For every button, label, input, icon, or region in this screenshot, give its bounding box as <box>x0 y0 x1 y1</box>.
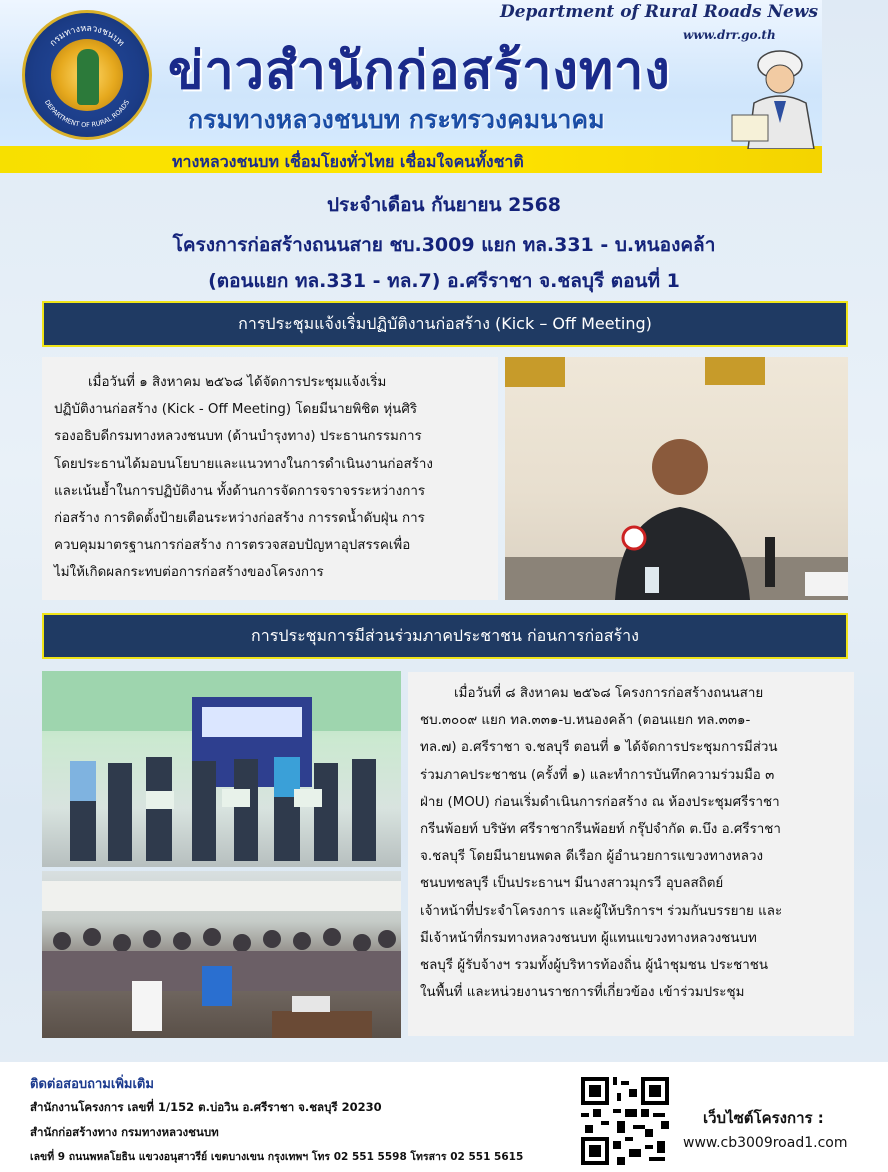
text-line: ควบคุมมาตรฐานการก่อสร้าง การตรวจสอบปัญหาอุปสรรคเพื่อ <box>54 538 411 554</box>
text-line: เมื่อวันที่ ๘ สิงหาคม ๒๕๖๘ โครงการก่อสร้างถนนสาย <box>420 686 764 701</box>
text-line: มีเจ้าหน้าที่กรมทางหลวงชนบท ผู้แทนแขวงทางหลวงชนบท <box>420 930 757 946</box>
kickoff-meeting-photo <box>505 357 848 600</box>
text-line: ไม่ให้เกิดผลกระทบต่อการก่อสร้างของโครงการ <box>54 565 324 581</box>
kickoff-meeting-heading: การประชุมแจ้งเริ่มปฏิบัติงานก่อสร้าง (Kick – Off Meeting) <box>42 301 848 347</box>
text-line: ฝ่าย (MOU) ก่อนเริ่มดำเนินการก่อสร้าง ณ ห้องประชุมศรีราชา <box>420 794 780 810</box>
text-line: ก่อสร้าง การติดตั้งป้ายเตือนระหว่างก่อสร้าง การรดน้ำดับฝุ่น การ <box>54 511 425 527</box>
qr-code-icon[interactable] <box>581 1077 669 1165</box>
text-line: ในพื้นที่ และหน่วยงานราชการที่เกี่ยวข้อง เข้าร่วมประชุม <box>420 985 745 1001</box>
text-line: ร่วมภาคประชาชน (ครั้งที่ ๑) และทำการบันทึกความร่วมมือ ๓ <box>420 767 775 783</box>
newsletter-subtitle: กรมทางหลวงชนบท กระทรวงคมนาคม <box>188 105 605 134</box>
department-website: www.drr.go.th <box>683 28 776 42</box>
text-line: ชบ.๓๐๐๙ แยก ทล.๓๓๑-บ.หนองคล้า (ตอนแยก ทล.๓๓๑- <box>420 713 751 729</box>
kickoff-meeting-text <box>42 357 498 600</box>
text-line: กรีนพ้อยท์ บริษัท ศรีราชากรีนพ้อยท์ กรุ๊ปจำกัด ต.บึง อ.ศรีราชา <box>420 822 781 838</box>
text-line: ชนบทชลบุรี เป็นประธานฯ มีนางสาวมุกรวี อุบลสถิตย์ <box>420 876 724 892</box>
engineer-illustration-icon <box>730 45 822 149</box>
project-website-link[interactable]: www.cb3009road1.com <box>683 1135 848 1151</box>
text-line: และเน้นย้ำในการปฏิบัติงาน ทั้งด้านการจัดการจราจรระหว่างการ <box>54 483 426 499</box>
department-news-label: Department of Rural Roads News <box>500 2 819 22</box>
project-title-line2: (ตอนแยก ทล.331 - ทล.7) อ.ศรีราชา จ.ชลบุรี ตอนที่ 1 <box>208 270 680 292</box>
svg-text:กรมทางหลวงชนบท: กรมทางหลวงชนบท <box>48 23 126 49</box>
text-line: ทล.๗) อ.ศรีราชา จ.ชลบุรี ตอนที่ ๑ ได้จัดการประชุมการมีส่วน <box>420 740 778 756</box>
project-office-address: สำนักงานโครงการ เลขที่ 1/152 ต.บ่อวิน อ.ศรีราชา จ.ชลบุรี 20230 <box>30 1100 382 1114</box>
svg-text:DEPARTMENT OF RURAL ROADS: DEPARTMENT OF RURAL ROADS <box>42 98 132 130</box>
text-line: เจ้าหน้าที่ประจำโครงการ และผู้ให้บริการฯ ร่วมกันบรรยาย และ <box>420 903 783 919</box>
text-line: รองอธิบดีกรมทางหลวงชนบท (ด้านบำรุงทาง) ประธานกรรมการ <box>54 429 422 445</box>
department-logo-icon <box>22 10 152 140</box>
text-line: จ.ชลบุรี โดยมีนายนพดล ดีเรือก ผู้อำนวยการแขวงทางหลวง <box>420 849 763 865</box>
project-title-line1: โครงการก่อสร้างถนนสาย ชบ.3009 แยก ทล.331 - บ.หนองคล้า <box>172 234 716 256</box>
issue-month: ประจำเดือน กันยายน 2568 <box>326 194 562 216</box>
newsletter-slogan: ทางหลวงชนบท เชื่อมโยงทั่วไทย เชื่อมใจคนทั้งชาติ <box>172 152 524 171</box>
newsletter-title: ข่าวสำนักก่อสร้างทาง <box>168 41 671 101</box>
text-line: ชลบุรี ผู้รับจ้างฯ รวมทั้งผู้บริหารท้องถิ่น ผู้นำชุมชน ประชาชน <box>420 958 769 974</box>
mou-group-photo <box>42 671 401 867</box>
public-participation-text <box>408 672 854 1036</box>
bureau-name: สำนักก่อสร้างทาง กรมทางหลวงชนบท <box>30 1125 219 1139</box>
text-line: เมื่อวันที่ ๑ สิงหาคม ๒๕๖๘ ได้จัดการประชุมแจ้งเริ่ม <box>54 375 387 390</box>
contact-title: ติดต่อสอบถามเพิ่มเติม <box>30 1077 154 1092</box>
bureau-address: เลขที่ 9 ถนนพหลโยธิน แขวงอนุสาวรีย์ เขตบางเขน กรุงเทพฯ โทร 02 551 5598 โทรสาร 02 551 5615 <box>30 1151 524 1163</box>
project-website-label: เว็บไซต์โครงการ : <box>703 1109 824 1127</box>
text-line: ปฏิบัติงานก่อสร้าง (Kick - Off Meeting) โดยมีนายพิชิต หุ่นศิริ <box>54 402 418 418</box>
newsletter-banner <box>0 0 822 173</box>
public-participation-heading: การประชุมการมีส่วนร่วมภาคประชาชน ก่อนการก่อสร้าง <box>42 613 848 659</box>
text-line: โดยประธานได้มอบนโยบายและแนวทางในการดำเนินงานก่อสร้าง <box>54 456 433 472</box>
audience-photo <box>42 871 401 1038</box>
